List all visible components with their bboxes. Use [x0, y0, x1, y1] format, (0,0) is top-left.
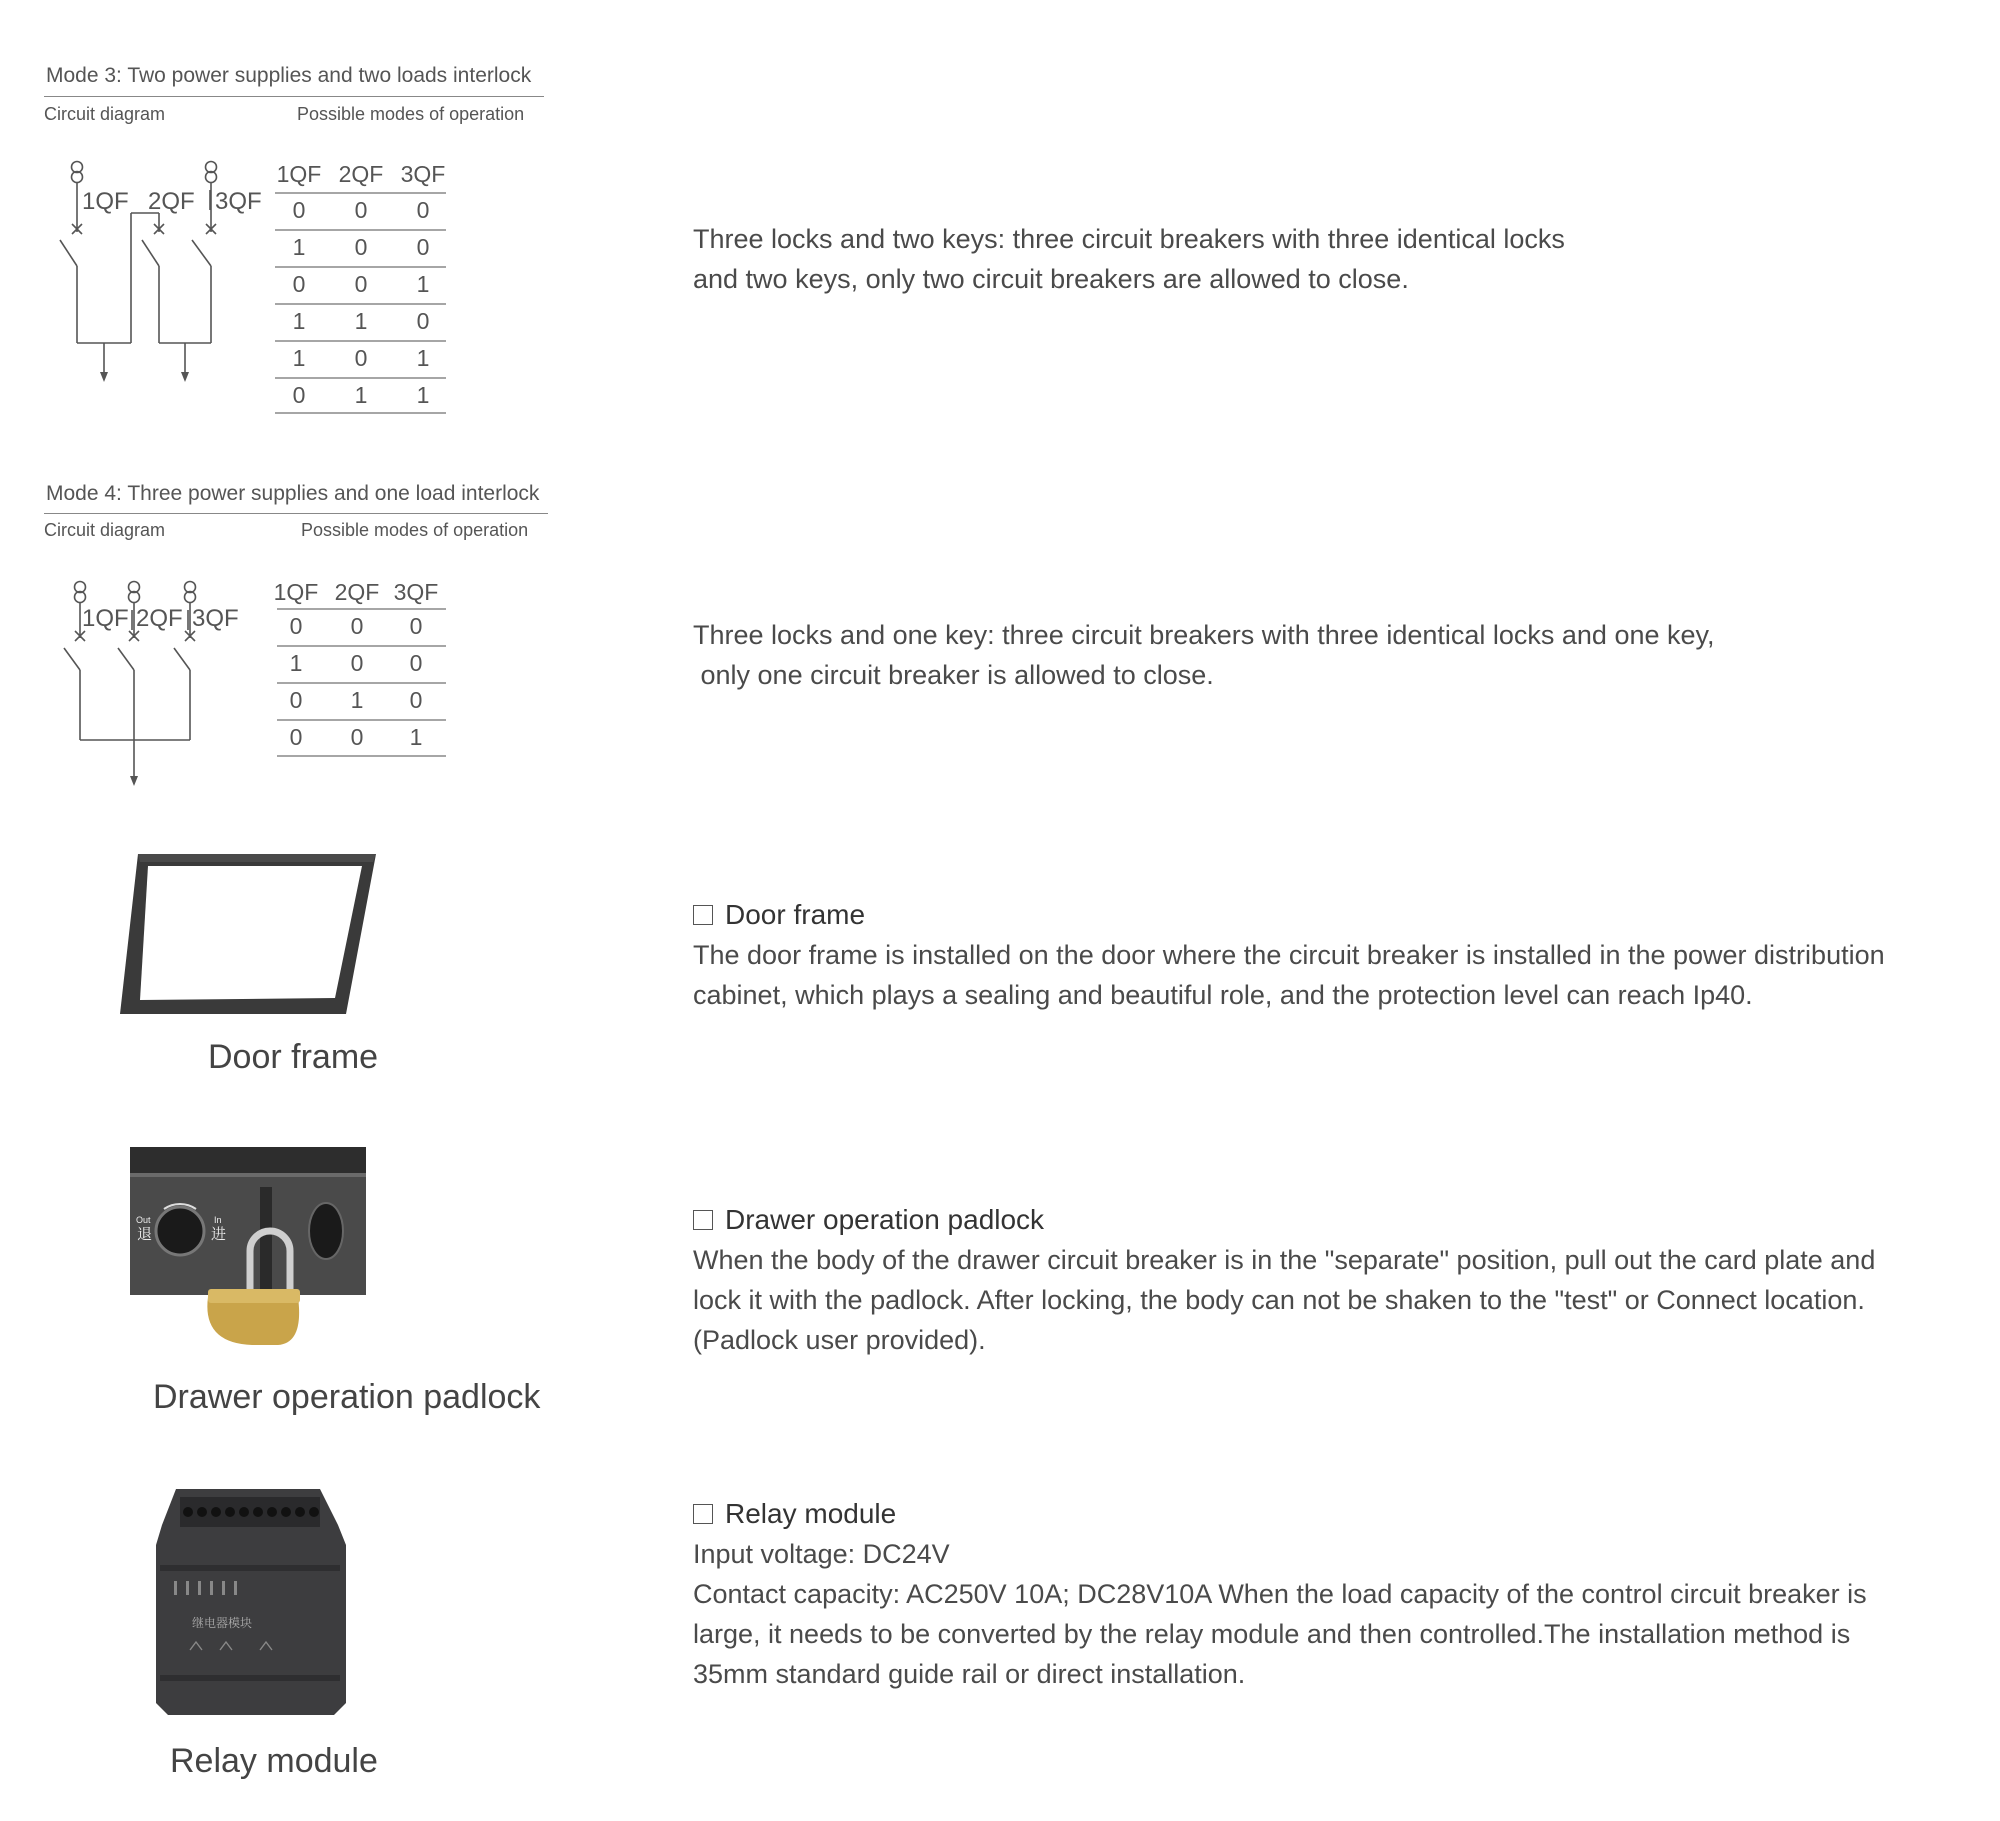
mode3-title-rule	[44, 96, 544, 97]
table-cell: 0	[350, 650, 364, 676]
padlock-icon	[207, 1297, 299, 1345]
padlock-photo-text: 进	[211, 1226, 227, 1243]
mode3-title: Mode 3: Two power supplies and two loads interlock	[46, 64, 532, 87]
table-header: 3QF	[393, 579, 439, 605]
table-cell: 1	[416, 271, 430, 297]
table-cell: 1	[289, 650, 303, 676]
door-frame-title-text: Door frame	[725, 899, 866, 930]
table-cell: 0	[416, 197, 430, 223]
relay-module-caption: Relay module	[170, 1742, 378, 1780]
mode4-label-2qf: 2QF	[136, 605, 183, 632]
relay-module-line: large, it needs to be converted by the relay module and then controlled.The installation method is	[693, 1619, 1851, 1649]
padlock-photo-text: 退	[137, 1226, 153, 1243]
mode3-label-1qf: 1QF	[82, 188, 129, 215]
mode4-description	[693, 615, 1715, 695]
table-header: 1QF	[273, 579, 319, 605]
checkbox-icon	[693, 1210, 713, 1230]
relay-photo-text: 继电器模块	[192, 1616, 253, 1630]
table-cell: 1	[416, 345, 430, 371]
checkbox-icon	[693, 1504, 713, 1524]
table-cell: 0	[292, 197, 306, 223]
door-frame-line: The door frame is installed on the door where the circuit breaker is installed in the power distribution	[693, 940, 1885, 970]
door-frame-photo	[118, 852, 380, 1018]
table-header: 3QF	[400, 161, 446, 187]
table-header: 1QF	[276, 161, 322, 187]
table-cell: 0	[416, 308, 430, 334]
checkbox-icon	[693, 905, 713, 925]
table-header: 2QF	[334, 579, 380, 605]
table-cell: 0	[354, 345, 368, 371]
relay-module-line: Contact capacity: AC250V 10A; DC28V10A When the load capacity of the control circuit breaker is	[693, 1579, 1867, 1609]
table-cell: 1	[409, 724, 423, 750]
mode3-description-line: and two keys, only two circuit breakers are allowed to close.	[693, 264, 1409, 294]
padlock-photo-text: Out	[136, 1215, 151, 1225]
table-cell: 1	[416, 382, 430, 408]
relay-module-description	[693, 1494, 1867, 1694]
table-cell: 1	[292, 308, 306, 334]
relay-module-line: 35mm standard guide rail or direct installation.	[693, 1659, 1246, 1689]
table-cell: 0	[350, 613, 364, 639]
table-cell: 1	[354, 382, 368, 408]
mode3-modes-label: Possible modes of operation	[297, 104, 525, 124]
table-cell: 1	[354, 308, 368, 334]
table-cell: 0	[354, 234, 368, 260]
drawer-padlock-line: (Padlock user provided).	[693, 1325, 986, 1355]
mode3-label-3qf: 3QF	[215, 188, 262, 215]
mode3-circuit-label: Circuit diagram	[44, 104, 166, 124]
drawer-padlock-line: When the body of the drawer circuit breaker is in the "separate" position, pull out the card plate and	[693, 1245, 1876, 1275]
table-cell: 0	[409, 687, 423, 713]
table-cell: 0	[350, 724, 364, 750]
relay-module-title	[693, 1494, 1867, 1534]
mode4-truth-table	[270, 574, 470, 764]
relay-module-line: Input voltage: DC24V	[693, 1539, 950, 1569]
door-frame-description	[693, 895, 1885, 1015]
drawer-padlock-photo	[128, 1147, 368, 1347]
relay-module-photo	[150, 1485, 350, 1717]
table-cell: 0	[292, 271, 306, 297]
mode3-label-2qf: 2QF	[148, 188, 195, 215]
table-cell: 1	[292, 345, 306, 371]
mode4-label-1qf: 1QF	[82, 605, 129, 632]
table-cell: 0	[354, 197, 368, 223]
mode4-label-3qf: 3QF	[192, 605, 239, 632]
padlock-photo-text: In	[214, 1215, 222, 1225]
table-cell: 0	[409, 650, 423, 676]
door-frame-caption: Door frame	[208, 1038, 379, 1076]
table-cell: 0	[354, 271, 368, 297]
mode4-modes-label: Possible modes of operation	[301, 520, 529, 540]
mode3-truth-table	[270, 156, 470, 416]
table-cell: 1	[350, 687, 364, 713]
table-cell: 0	[409, 613, 423, 639]
mode3-description	[693, 219, 1565, 299]
table-cell: 0	[289, 687, 303, 713]
table-cell: 0	[416, 234, 430, 260]
drawer-padlock-line: lock it with the padlock. After locking, the body can not be shaken to the "test" or Connect location.	[693, 1285, 1865, 1315]
table-cell: 0	[292, 382, 306, 408]
drawer-padlock-title-text: Drawer operation padlock	[725, 1204, 1045, 1235]
door-frame-title	[693, 895, 1885, 935]
table-cell: 0	[289, 613, 303, 639]
mode4-circuit-label: Circuit diagram	[44, 520, 166, 540]
door-frame-line: cabinet, which plays a sealing and beautiful role, and the protection level can reach Ip40.	[693, 980, 1753, 1010]
drawer-padlock-caption: Drawer operation padlock	[153, 1378, 541, 1416]
mode4-title: Mode 4: Three power supplies and one load interlock	[46, 482, 540, 505]
mode3-description-line: Three locks and two keys: three circuit breakers with three identical locks	[693, 224, 1565, 254]
mode4-description-line: Three locks and one key: three circuit breakers with three identical locks and one key,	[693, 620, 1715, 650]
drawer-padlock-title	[693, 1200, 1875, 1240]
relay-module-title-text: Relay module	[725, 1498, 897, 1529]
table-cell: 0	[289, 724, 303, 750]
mode4-description-line: only one circuit breaker is allowed to close.	[693, 660, 1214, 690]
drawer-padlock-description	[693, 1200, 1875, 1360]
table-cell: 1	[292, 234, 306, 260]
table-header: 2QF	[338, 161, 384, 187]
mode4-title-rule	[44, 513, 548, 514]
